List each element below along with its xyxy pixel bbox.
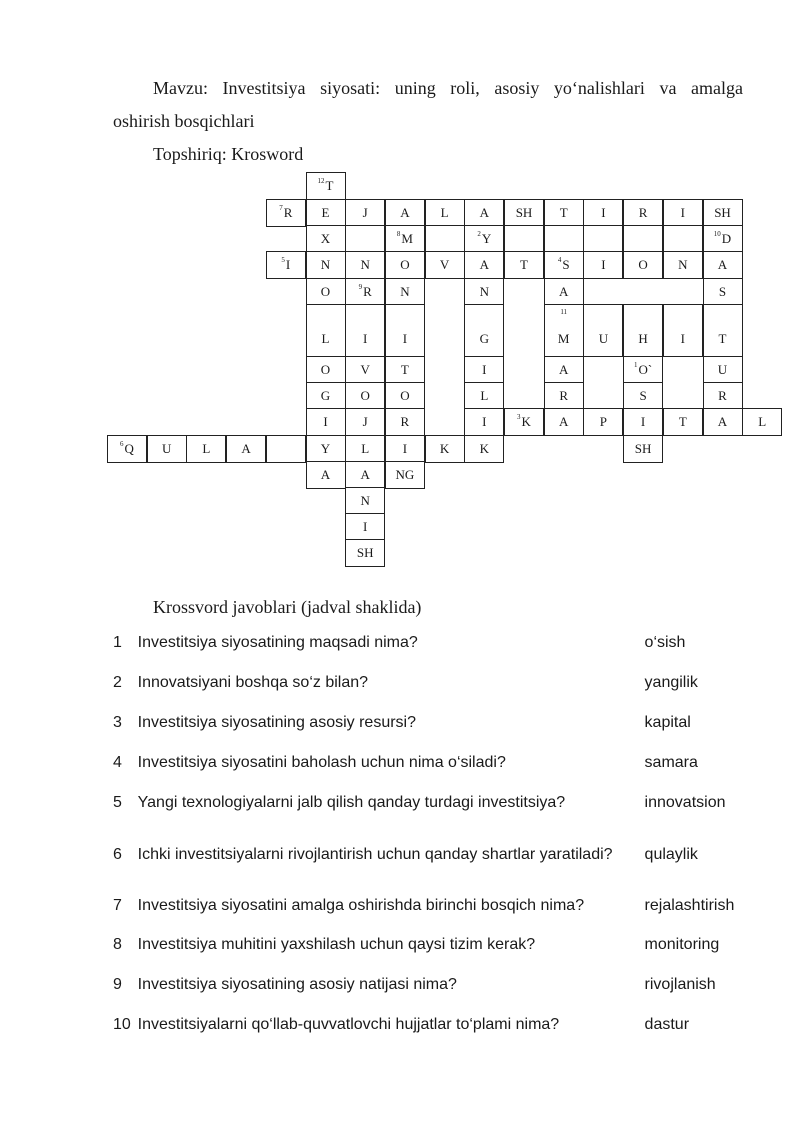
cell-letter: L bbox=[361, 441, 370, 456]
cell-letter: J bbox=[362, 414, 368, 429]
cell-letter: O bbox=[320, 362, 331, 377]
cell-letter: R bbox=[363, 284, 372, 299]
answer-number: 6 bbox=[113, 846, 122, 863]
cell-letter: I bbox=[482, 414, 487, 429]
cell-letter: A bbox=[558, 362, 569, 377]
crossword-cell bbox=[385, 461, 425, 489]
answer-number: 8 bbox=[113, 936, 122, 953]
crossword-cell bbox=[345, 461, 385, 489]
crossword-cell bbox=[742, 408, 782, 436]
cell-letter: A bbox=[558, 284, 569, 299]
answer-number: 10 bbox=[113, 1016, 131, 1033]
crossword-cell bbox=[703, 199, 743, 227]
answer-question: Innovatsiyani boshqa so‘z bilan? bbox=[137, 674, 369, 691]
crossword-cell bbox=[544, 382, 584, 410]
answer-number: 3 bbox=[113, 714, 122, 731]
clue-number: 4 bbox=[557, 256, 562, 264]
crossword-cell bbox=[385, 356, 425, 384]
cell-letter: O bbox=[360, 388, 370, 403]
crossword-cell bbox=[385, 435, 425, 463]
answers-title: Krossvord javoblari (jadval shaklida) bbox=[153, 597, 422, 617]
cell-letter: I bbox=[601, 205, 606, 220]
crossword-cell bbox=[544, 278, 584, 306]
crossword-cell bbox=[385, 199, 425, 227]
cell-letter: R bbox=[638, 205, 648, 220]
clue-number: 10 bbox=[713, 230, 721, 238]
crossword-cell bbox=[385, 382, 425, 410]
cell-letter: T bbox=[678, 414, 687, 429]
crossword-cell bbox=[306, 382, 346, 410]
answer-word: innovatsion bbox=[644, 794, 726, 811]
crossword-cell bbox=[385, 278, 425, 306]
crossword-cell bbox=[703, 408, 743, 436]
crossword-cell bbox=[583, 304, 623, 357]
cell-letter: T bbox=[718, 331, 727, 346]
cell-letter: N bbox=[479, 284, 489, 299]
cell-letter: A bbox=[479, 205, 489, 220]
crossword-cell bbox=[464, 382, 504, 410]
answer-question: Investitsiya siyosatini baholash uchun nima o‘siladi? bbox=[137, 754, 506, 771]
cell-letter: K bbox=[521, 414, 531, 429]
crossword-cell bbox=[504, 408, 544, 436]
cell-letter: N bbox=[400, 284, 410, 299]
crossword-cell bbox=[544, 251, 584, 279]
answer-row bbox=[113, 623, 753, 663]
crossword-cell bbox=[306, 199, 346, 227]
crossword-cell bbox=[504, 225, 544, 253]
clue-number: 3 bbox=[517, 413, 521, 421]
answer-row bbox=[113, 823, 753, 887]
clue-number: 12 bbox=[317, 177, 325, 185]
crossword-cell bbox=[226, 435, 266, 463]
answer-word: samara bbox=[644, 754, 698, 771]
crossword-cell bbox=[583, 225, 623, 253]
crossword-cell bbox=[504, 199, 544, 227]
crossword-cell bbox=[306, 278, 346, 306]
cell-letter: A bbox=[558, 414, 569, 429]
answer-number: 4 bbox=[113, 754, 122, 771]
cell-letter: N bbox=[320, 257, 331, 272]
crossword-cell bbox=[345, 487, 385, 515]
crossword-cell bbox=[345, 251, 385, 279]
crossword-cell bbox=[186, 435, 226, 463]
answer-question: Ichki investitsiyalarni rivojlantirish uchun qanday shartlar yaratiladi? bbox=[137, 846, 613, 863]
clue-number: 8 bbox=[396, 230, 401, 238]
task-label: Topshiriq: Krosword bbox=[153, 144, 304, 164]
cell-letter: J bbox=[362, 205, 368, 220]
crossword-cell bbox=[583, 408, 623, 436]
cell-letter: O` bbox=[638, 362, 653, 377]
cell-letter: R bbox=[400, 414, 410, 429]
cell-letter: A bbox=[717, 414, 728, 429]
answer-number: 2 bbox=[113, 674, 122, 691]
cell-letter: R bbox=[718, 388, 727, 403]
crossword-cell bbox=[345, 199, 385, 227]
crossword-cell bbox=[464, 278, 504, 306]
crossword-cell bbox=[306, 172, 346, 200]
answer-question: Investitsiya muhitini yaxshilash uchun qaysi tizim kerak? bbox=[137, 936, 536, 953]
crossword-cell bbox=[345, 539, 385, 567]
crossword-cell bbox=[464, 199, 504, 227]
cell-letter: R bbox=[283, 205, 293, 220]
cell-letter: U bbox=[717, 362, 728, 377]
crossword-cell bbox=[623, 435, 663, 463]
answer-question: Investitsiya siyosatini amalga oshirishda birinchi bosqich nima? bbox=[137, 897, 585, 914]
cell-letter: N bbox=[678, 257, 688, 272]
answer-row bbox=[113, 743, 753, 783]
topic-heading: Mavzu: Investitsiya siyosati: uning roli, asosiy yo‘nalishlari va amalga bbox=[153, 78, 743, 98]
cell-letter: P bbox=[599, 414, 607, 429]
cell-letter: M bbox=[557, 331, 570, 346]
crossword-cell bbox=[306, 461, 346, 489]
cell-letter: G bbox=[320, 388, 331, 403]
crossword-cell bbox=[544, 408, 584, 436]
clue-number: 5 bbox=[281, 256, 285, 264]
crossword-cell bbox=[345, 408, 385, 436]
answer-word: kapital bbox=[644, 714, 691, 731]
cell-letter: I bbox=[680, 331, 685, 346]
crossword-cell bbox=[703, 356, 743, 384]
cell-letter: Y bbox=[481, 231, 492, 246]
clue-number: 11 bbox=[560, 308, 568, 316]
cell-letter: L bbox=[440, 205, 449, 220]
cell-letter: A bbox=[320, 467, 331, 482]
crossword-cell bbox=[663, 199, 703, 227]
cell-letter: I bbox=[323, 414, 328, 429]
cell-letter: K bbox=[479, 441, 489, 456]
cell-letter: V bbox=[439, 257, 450, 272]
crossword-cell bbox=[385, 408, 425, 436]
cell-letter: I bbox=[285, 257, 291, 272]
answer-number: 9 bbox=[113, 976, 122, 993]
crossword-cell bbox=[703, 304, 743, 357]
cell-letter: H bbox=[638, 331, 648, 346]
cell-letter: Y bbox=[320, 441, 331, 456]
crossword-cell bbox=[464, 408, 504, 436]
crossword-cell bbox=[623, 382, 663, 410]
crossword-cell bbox=[266, 251, 306, 279]
crossword-cell bbox=[345, 225, 385, 253]
clue-number: 7 bbox=[279, 204, 283, 212]
cell-letter: A bbox=[360, 467, 370, 482]
cell-letter: L bbox=[758, 414, 767, 429]
crossword-cell bbox=[703, 251, 743, 279]
crossword-cell bbox=[385, 225, 425, 253]
crossword-cell bbox=[623, 251, 663, 279]
crossword-cell bbox=[663, 408, 703, 436]
crossword-cell bbox=[623, 199, 663, 227]
cell-letter: I bbox=[640, 414, 646, 429]
answer-question: Investitsiyalarni qo‘llab-quvvatlovchi hujjatlar to‘plami nima? bbox=[137, 1016, 560, 1033]
cell-letter: G bbox=[479, 331, 489, 346]
answer-number: 1 bbox=[113, 634, 122, 651]
answer-row bbox=[113, 703, 753, 743]
topic-heading-continued: oshirish bosqichlari bbox=[113, 111, 255, 131]
cell-letter: A bbox=[479, 257, 489, 272]
cell-letter: R bbox=[559, 388, 569, 403]
answer-word: monitoring bbox=[644, 936, 720, 953]
cell-letter: N bbox=[360, 493, 370, 508]
crossword-cell bbox=[306, 435, 346, 463]
answer-question: Yangi texnologiyalarni jalb qilish qanday turdagi investitsiya? bbox=[137, 794, 566, 811]
crossword-cell bbox=[504, 251, 544, 279]
answer-word: yangilik bbox=[644, 674, 698, 691]
crossword-cell bbox=[107, 435, 147, 463]
answer-row bbox=[113, 663, 753, 703]
crossword-cell bbox=[703, 382, 743, 410]
cell-letter: U bbox=[161, 441, 172, 456]
cell-letter: N bbox=[360, 257, 370, 272]
cell-letter: M bbox=[401, 231, 413, 246]
cell-letter: T bbox=[520, 257, 528, 272]
crossword-cell bbox=[623, 408, 663, 436]
answer-word: qulaylik bbox=[644, 846, 698, 863]
crossword-cell bbox=[464, 304, 504, 357]
cell-letter: O bbox=[638, 257, 648, 272]
answer-question: Investitsiya siyosatining asosiy natijasi nima? bbox=[137, 976, 457, 993]
clue-number: 6 bbox=[120, 440, 124, 448]
crossword-cell bbox=[663, 304, 703, 357]
crossword-cell bbox=[544, 356, 584, 384]
crossword-cell bbox=[663, 251, 703, 279]
crossword-cell bbox=[345, 356, 385, 384]
cell-letter: A bbox=[241, 441, 251, 456]
clue-number: 2 bbox=[477, 230, 481, 238]
crossword-cell bbox=[266, 435, 306, 463]
cell-letter: L bbox=[480, 388, 489, 403]
cell-letter: S bbox=[639, 388, 647, 403]
crossword-cell bbox=[583, 199, 623, 227]
crossword-cell bbox=[544, 225, 584, 253]
cell-letter: V bbox=[360, 362, 370, 377]
crossword-cell bbox=[345, 278, 385, 306]
answer-question: Investitsiya siyosatining asosiy resursi? bbox=[137, 714, 416, 731]
clue-number: 1 bbox=[633, 361, 638, 369]
cell-letter: I bbox=[601, 257, 606, 272]
crossword-cell bbox=[464, 435, 504, 463]
cell-letter: U bbox=[598, 331, 609, 346]
cell-letter: A bbox=[400, 205, 410, 220]
answer-word: rivojlanish bbox=[644, 976, 716, 993]
cell-letter: L bbox=[202, 441, 211, 456]
crossword-cell bbox=[464, 251, 504, 279]
crossword-cell bbox=[385, 304, 425, 357]
crossword-cell bbox=[425, 199, 465, 227]
answer-row bbox=[113, 887, 753, 925]
cell-letter: Q bbox=[124, 441, 134, 456]
cell-letter: T bbox=[325, 178, 334, 193]
cell-letter: SH bbox=[634, 441, 652, 456]
cell-letter: I bbox=[402, 441, 408, 456]
cell-letter: L bbox=[321, 331, 330, 346]
cell-letter: I bbox=[363, 519, 368, 534]
answer-row bbox=[113, 965, 753, 1005]
crossword-cell bbox=[583, 251, 623, 279]
crossword-cell bbox=[345, 382, 385, 410]
answer-question: Investitsiya siyosatining maqsadi nima? bbox=[137, 634, 418, 651]
cell-letter: K bbox=[439, 441, 450, 456]
crossword-cell bbox=[544, 304, 584, 357]
cell-letter: T bbox=[559, 205, 568, 220]
answer-word: rejalashtirish bbox=[644, 897, 735, 914]
crossword-cell bbox=[464, 225, 504, 253]
cell-letter: I bbox=[363, 331, 368, 346]
crossword-cell bbox=[623, 225, 663, 253]
crossword-cell bbox=[385, 251, 425, 279]
answer-row bbox=[113, 783, 753, 823]
answer-row bbox=[113, 1005, 753, 1045]
crossword-cell bbox=[306, 356, 346, 384]
cell-letter: D bbox=[721, 231, 732, 246]
cell-letter: NG bbox=[395, 467, 415, 482]
cell-letter: I bbox=[680, 205, 685, 220]
answers-table bbox=[113, 623, 753, 1045]
crossword-cell bbox=[306, 251, 346, 279]
crossword-cell bbox=[425, 251, 465, 279]
crossword-cell bbox=[306, 408, 346, 436]
answer-word: dastur bbox=[644, 1016, 690, 1033]
cell-letter: X bbox=[320, 231, 331, 246]
crossword-cell bbox=[623, 304, 663, 357]
cell-letter: O bbox=[400, 388, 410, 403]
crossword-cell bbox=[306, 304, 346, 357]
crossword-cell bbox=[425, 225, 465, 253]
cell-letter: SH bbox=[356, 545, 374, 560]
crossword-cell bbox=[345, 435, 385, 463]
cell-letter: O bbox=[320, 284, 331, 299]
cell-letter: S bbox=[718, 284, 727, 299]
answer-word: o‘sish bbox=[644, 634, 686, 651]
cell-letter: I bbox=[402, 331, 408, 346]
crossword-cell bbox=[703, 278, 743, 306]
crossword-cell bbox=[345, 304, 385, 357]
crossword-cell bbox=[703, 225, 743, 253]
cell-letter: SH bbox=[714, 205, 731, 220]
cell-letter: I bbox=[482, 362, 487, 377]
crossword-cell bbox=[306, 225, 346, 253]
crossword-cell bbox=[147, 435, 187, 463]
cell-letter: O bbox=[400, 257, 410, 272]
cell-letter: S bbox=[562, 257, 570, 272]
answer-row bbox=[113, 925, 753, 965]
cell-letter: A bbox=[717, 257, 728, 272]
crossword-cell bbox=[623, 356, 663, 384]
clue-number: 9 bbox=[358, 283, 363, 291]
crossword-cell bbox=[663, 225, 703, 253]
crossword-cell bbox=[464, 356, 504, 384]
crossword-cell bbox=[544, 199, 584, 227]
cell-letter: SH bbox=[515, 205, 533, 220]
crossword-cell bbox=[266, 199, 306, 227]
crossword-cell bbox=[425, 435, 465, 463]
cell-letter: T bbox=[400, 362, 409, 377]
cell-letter: E bbox=[321, 205, 330, 220]
answer-number: 5 bbox=[113, 794, 122, 811]
answer-number: 7 bbox=[113, 897, 122, 914]
crossword-cell bbox=[345, 513, 385, 541]
